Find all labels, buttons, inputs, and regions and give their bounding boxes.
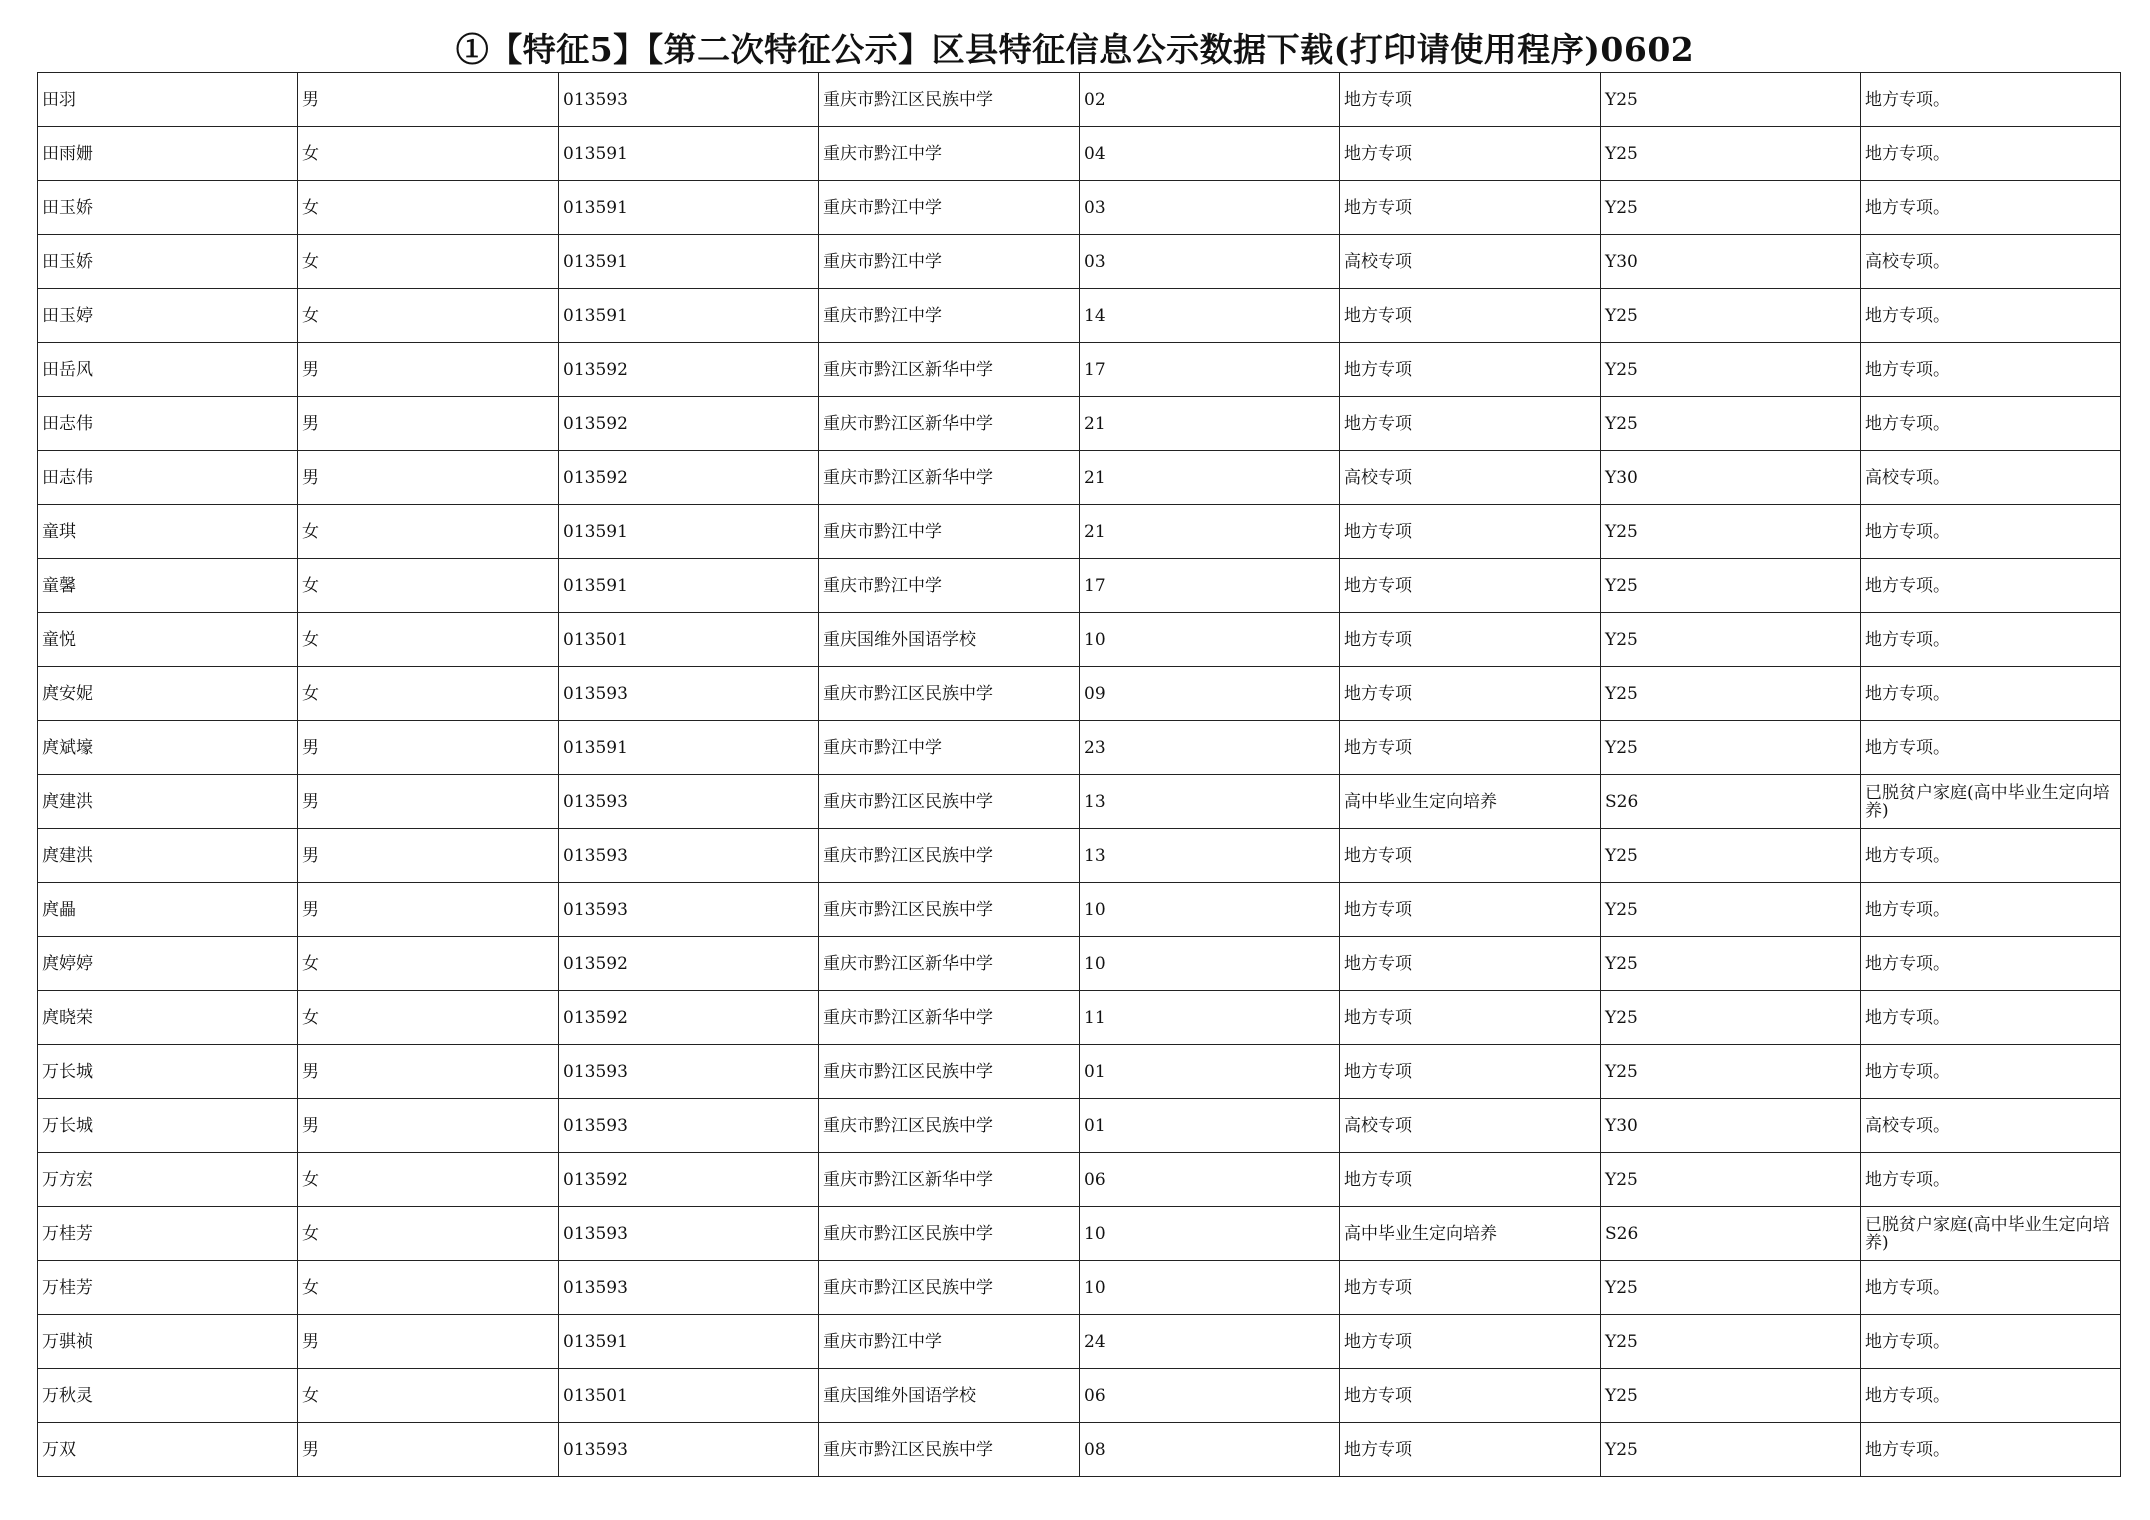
- data-table: [37, 72, 2121, 1477]
- gender-cell: 男: [298, 73, 559, 127]
- remark-cell: 地方专项。: [1861, 73, 2121, 127]
- class-cell: 08: [1080, 1423, 1340, 1477]
- school-name-cell: 重庆市黔江中学: [819, 181, 1080, 235]
- table-row: [38, 1369, 2121, 1423]
- code-cell: Y25: [1601, 181, 1861, 235]
- code-cell: S26: [1601, 775, 1861, 829]
- name-cell: 田玉婷: [38, 289, 298, 343]
- category-cell: 地方专项: [1340, 829, 1601, 883]
- school-name-cell: 重庆市黔江区新华中学: [819, 451, 1080, 505]
- category-cell: 地方专项: [1340, 289, 1601, 343]
- remark-cell: 地方专项。: [1861, 1153, 2121, 1207]
- class-cell: 11: [1080, 991, 1340, 1045]
- category-cell: 地方专项: [1340, 1261, 1601, 1315]
- school-code-cell: 013593: [559, 829, 819, 883]
- school-code-cell: 013501: [559, 1369, 819, 1423]
- code-cell: Y25: [1601, 829, 1861, 883]
- school-code-cell: 013593: [559, 1207, 819, 1261]
- code-cell: Y25: [1601, 559, 1861, 613]
- remark-cell: 高校专项。: [1861, 235, 2121, 289]
- school-name-cell: 重庆市黔江中学: [819, 289, 1080, 343]
- name-cell: 田志伟: [38, 397, 298, 451]
- name-cell: 田岳风: [38, 343, 298, 397]
- gender-cell: 女: [298, 127, 559, 181]
- gender-cell: 女: [298, 937, 559, 991]
- class-cell: 14: [1080, 289, 1340, 343]
- school-code-cell: 013501: [559, 613, 819, 667]
- table-row: [38, 127, 2121, 181]
- school-name-cell: 重庆市黔江区新华中学: [819, 991, 1080, 1045]
- remark-cell: 地方专项。: [1861, 505, 2121, 559]
- gender-cell: 男: [298, 775, 559, 829]
- table-row: [38, 289, 2121, 343]
- category-cell: 地方专项: [1340, 559, 1601, 613]
- class-cell: 21: [1080, 397, 1340, 451]
- gender-cell: 女: [298, 289, 559, 343]
- table-row: [38, 181, 2121, 235]
- code-cell: Y25: [1601, 883, 1861, 937]
- category-cell: 地方专项: [1340, 1315, 1601, 1369]
- school-code-cell: 013591: [559, 1315, 819, 1369]
- name-cell: 万方宏: [38, 1153, 298, 1207]
- gender-cell: 男: [298, 397, 559, 451]
- remark-cell: 地方专项。: [1861, 1369, 2121, 1423]
- gender-cell: 男: [298, 1045, 559, 1099]
- class-cell: 10: [1080, 613, 1340, 667]
- table-row: [38, 451, 2121, 505]
- code-cell: Y25: [1601, 1369, 1861, 1423]
- school-name-cell: 重庆国维外国语学校: [819, 1369, 1080, 1423]
- school-code-cell: 013592: [559, 397, 819, 451]
- remark-cell: 地方专项。: [1861, 397, 2121, 451]
- name-cell: 万长城: [38, 1045, 298, 1099]
- remark-cell: 地方专项。: [1861, 613, 2121, 667]
- school-code-cell: 013593: [559, 1045, 819, 1099]
- school-code-cell: 013592: [559, 451, 819, 505]
- gender-cell: 女: [298, 613, 559, 667]
- class-cell: 24: [1080, 1315, 1340, 1369]
- name-cell: 田志伟: [38, 451, 298, 505]
- school-name-cell: 重庆市黔江区新华中学: [819, 1153, 1080, 1207]
- code-cell: Y25: [1601, 1315, 1861, 1369]
- code-cell: Y30: [1601, 451, 1861, 505]
- table-row: [38, 883, 2121, 937]
- school-code-cell: 013593: [559, 667, 819, 721]
- gender-cell: 女: [298, 1369, 559, 1423]
- class-cell: 13: [1080, 829, 1340, 883]
- remark-cell: 已脱贫户家庭(高中毕业生定向培养): [1861, 1207, 2121, 1261]
- school-code-cell: 013591: [559, 559, 819, 613]
- school-name-cell: 重庆市黔江中学: [819, 1315, 1080, 1369]
- class-cell: 01: [1080, 1099, 1340, 1153]
- table-row: [38, 721, 2121, 775]
- school-code-cell: 013593: [559, 1423, 819, 1477]
- category-cell: 地方专项: [1340, 1423, 1601, 1477]
- gender-cell: 女: [298, 1153, 559, 1207]
- remark-cell: 地方专项。: [1861, 559, 2121, 613]
- remark-cell: 地方专项。: [1861, 127, 2121, 181]
- class-cell: 03: [1080, 181, 1340, 235]
- class-cell: 10: [1080, 937, 1340, 991]
- category-cell: 地方专项: [1340, 991, 1601, 1045]
- category-cell: 地方专项: [1340, 181, 1601, 235]
- remark-cell: 已脱贫户家庭(高中毕业生定向培养): [1861, 775, 2121, 829]
- table-row: [38, 1315, 2121, 1369]
- remark-cell: 地方专项。: [1861, 829, 2121, 883]
- remark-cell: 地方专项。: [1861, 289, 2121, 343]
- gender-cell: 男: [298, 1315, 559, 1369]
- gender-cell: 男: [298, 721, 559, 775]
- code-cell: Y25: [1601, 397, 1861, 451]
- class-cell: 17: [1080, 559, 1340, 613]
- school-name-cell: 重庆市黔江区民族中学: [819, 775, 1080, 829]
- remark-cell: 地方专项。: [1861, 181, 2121, 235]
- class-cell: 21: [1080, 505, 1340, 559]
- gender-cell: 女: [298, 1207, 559, 1261]
- category-cell: 地方专项: [1340, 1153, 1601, 1207]
- class-cell: 17: [1080, 343, 1340, 397]
- category-cell: 高校专项: [1340, 1099, 1601, 1153]
- table-row: [38, 1099, 2121, 1153]
- school-name-cell: 重庆市黔江中学: [819, 721, 1080, 775]
- school-code-cell: 013591: [559, 181, 819, 235]
- remark-cell: 地方专项。: [1861, 721, 2121, 775]
- table-row: [38, 667, 2121, 721]
- table-row: [38, 991, 2121, 1045]
- school-code-cell: 013592: [559, 991, 819, 1045]
- category-cell: 地方专项: [1340, 721, 1601, 775]
- class-cell: 10: [1080, 1207, 1340, 1261]
- remark-cell: 地方专项。: [1861, 1045, 2121, 1099]
- code-cell: S26: [1601, 1207, 1861, 1261]
- table-row: [38, 73, 2121, 127]
- gender-cell: 男: [298, 1099, 559, 1153]
- school-name-cell: 重庆市黔江区民族中学: [819, 883, 1080, 937]
- class-cell: 03: [1080, 235, 1340, 289]
- school-code-cell: 013591: [559, 235, 819, 289]
- category-cell: 地方专项: [1340, 883, 1601, 937]
- code-cell: Y25: [1601, 343, 1861, 397]
- remark-cell: 地方专项。: [1861, 1423, 2121, 1477]
- table-row: [38, 1207, 2121, 1261]
- gender-cell: 女: [298, 667, 559, 721]
- table-row: [38, 1045, 2121, 1099]
- remark-cell: 高校专项。: [1861, 1099, 2121, 1153]
- class-cell: 04: [1080, 127, 1340, 181]
- table-row: [38, 559, 2121, 613]
- category-cell: 地方专项: [1340, 1045, 1601, 1099]
- school-name-cell: 重庆市黔江区民族中学: [819, 667, 1080, 721]
- gender-cell: 女: [298, 505, 559, 559]
- school-name-cell: 重庆市黔江区民族中学: [819, 73, 1080, 127]
- gender-cell: 男: [298, 451, 559, 505]
- gender-cell: 女: [298, 235, 559, 289]
- remark-cell: 地方专项。: [1861, 883, 2121, 937]
- school-name-cell: 重庆市黔江区新华中学: [819, 397, 1080, 451]
- remark-cell: 地方专项。: [1861, 1261, 2121, 1315]
- school-name-cell: 重庆市黔江区民族中学: [819, 1099, 1080, 1153]
- school-name-cell: 重庆市黔江区新华中学: [819, 343, 1080, 397]
- category-cell: 地方专项: [1340, 73, 1601, 127]
- class-cell: 10: [1080, 1261, 1340, 1315]
- school-code-cell: 013592: [559, 343, 819, 397]
- gender-cell: 男: [298, 883, 559, 937]
- category-cell: 高校专项: [1340, 451, 1601, 505]
- class-cell: 09: [1080, 667, 1340, 721]
- school-code-cell: 013593: [559, 1261, 819, 1315]
- code-cell: Y25: [1601, 613, 1861, 667]
- code-cell: Y25: [1601, 991, 1861, 1045]
- code-cell: Y25: [1601, 937, 1861, 991]
- category-cell: 地方专项: [1340, 343, 1601, 397]
- name-cell: 庹建洪: [38, 775, 298, 829]
- gender-cell: 女: [298, 991, 559, 1045]
- table-row: [38, 505, 2121, 559]
- school-name-cell: 重庆市黔江区民族中学: [819, 829, 1080, 883]
- school-name-cell: 重庆市黔江中学: [819, 505, 1080, 559]
- remark-cell: 地方专项。: [1861, 667, 2121, 721]
- table-row: [38, 775, 2121, 829]
- class-cell: 01: [1080, 1045, 1340, 1099]
- name-cell: 万桂芳: [38, 1261, 298, 1315]
- table-row: [38, 613, 2121, 667]
- gender-cell: 男: [298, 1423, 559, 1477]
- name-cell: 万秋灵: [38, 1369, 298, 1423]
- school-code-cell: 013593: [559, 775, 819, 829]
- page-title: ①【特征5】【第二次特征公示】区县特征信息公示数据下载(打印请使用程序)0602: [455, 30, 1695, 69]
- name-cell: 童悦: [38, 613, 298, 667]
- class-cell: 06: [1080, 1369, 1340, 1423]
- category-cell: 高中毕业生定向培养: [1340, 1207, 1601, 1261]
- name-cell: 庹安妮: [38, 667, 298, 721]
- gender-cell: 男: [298, 343, 559, 397]
- class-cell: 06: [1080, 1153, 1340, 1207]
- category-cell: 高校专项: [1340, 235, 1601, 289]
- name-cell: 庹建洪: [38, 829, 298, 883]
- category-cell: 地方专项: [1340, 613, 1601, 667]
- code-cell: Y25: [1601, 1153, 1861, 1207]
- code-cell: Y25: [1601, 1423, 1861, 1477]
- school-name-cell: 重庆市黔江区民族中学: [819, 1261, 1080, 1315]
- name-cell: 万桂芳: [38, 1207, 298, 1261]
- school-code-cell: 013591: [559, 127, 819, 181]
- table-body: [38, 73, 2121, 1477]
- table-row: [38, 397, 2121, 451]
- class-cell: 23: [1080, 721, 1340, 775]
- name-cell: 万骐祯: [38, 1315, 298, 1369]
- name-cell: 万长城: [38, 1099, 298, 1153]
- school-name-cell: 重庆市黔江区民族中学: [819, 1045, 1080, 1099]
- school-code-cell: 013591: [559, 289, 819, 343]
- school-name-cell: 重庆市黔江区新华中学: [819, 937, 1080, 991]
- table-row: [38, 1153, 2121, 1207]
- code-cell: Y25: [1601, 73, 1861, 127]
- school-name-cell: 重庆市黔江区民族中学: [819, 1207, 1080, 1261]
- remark-cell: 地方专项。: [1861, 991, 2121, 1045]
- gender-cell: 男: [298, 829, 559, 883]
- code-cell: Y25: [1601, 667, 1861, 721]
- school-code-cell: 013593: [559, 73, 819, 127]
- gender-cell: 女: [298, 559, 559, 613]
- school-name-cell: 重庆国维外国语学校: [819, 613, 1080, 667]
- school-code-cell: 013591: [559, 505, 819, 559]
- category-cell: 地方专项: [1340, 127, 1601, 181]
- category-cell: 地方专项: [1340, 937, 1601, 991]
- school-name-cell: 重庆市黔江中学: [819, 235, 1080, 289]
- remark-cell: 地方专项。: [1861, 937, 2121, 991]
- name-cell: 庹畾: [38, 883, 298, 937]
- school-code-cell: 013591: [559, 721, 819, 775]
- table-row: [38, 937, 2121, 991]
- school-code-cell: 013592: [559, 1153, 819, 1207]
- code-cell: Y25: [1601, 127, 1861, 181]
- name-cell: 田羽: [38, 73, 298, 127]
- code-cell: Y25: [1601, 505, 1861, 559]
- category-cell: 高中毕业生定向培养: [1340, 775, 1601, 829]
- class-cell: 02: [1080, 73, 1340, 127]
- school-name-cell: 重庆市黔江中学: [819, 559, 1080, 613]
- name-cell: 万双: [38, 1423, 298, 1477]
- category-cell: 地方专项: [1340, 505, 1601, 559]
- school-code-cell: 013593: [559, 883, 819, 937]
- table-row: [38, 1261, 2121, 1315]
- school-name-cell: 重庆市黔江区民族中学: [819, 1423, 1080, 1477]
- remark-cell: 地方专项。: [1861, 1315, 2121, 1369]
- code-cell: Y30: [1601, 1099, 1861, 1153]
- school-code-cell: 013592: [559, 937, 819, 991]
- table-row: [38, 829, 2121, 883]
- remark-cell: 地方专项。: [1861, 343, 2121, 397]
- class-cell: 10: [1080, 883, 1340, 937]
- code-cell: Y25: [1601, 1045, 1861, 1099]
- table-row: [38, 343, 2121, 397]
- school-name-cell: 重庆市黔江中学: [819, 127, 1080, 181]
- name-cell: 庹婷婷: [38, 937, 298, 991]
- table-row: [38, 1423, 2121, 1477]
- school-code-cell: 013593: [559, 1099, 819, 1153]
- name-cell: 庹斌壕: [38, 721, 298, 775]
- class-cell: 13: [1080, 775, 1340, 829]
- code-cell: Y25: [1601, 289, 1861, 343]
- name-cell: 童琪: [38, 505, 298, 559]
- category-cell: 地方专项: [1340, 667, 1601, 721]
- class-cell: 21: [1080, 451, 1340, 505]
- gender-cell: 女: [298, 1261, 559, 1315]
- code-cell: Y25: [1601, 1261, 1861, 1315]
- name-cell: 童馨: [38, 559, 298, 613]
- category-cell: 地方专项: [1340, 397, 1601, 451]
- name-cell: 田玉娇: [38, 235, 298, 289]
- name-cell: 庹晓荣: [38, 991, 298, 1045]
- code-cell: Y30: [1601, 235, 1861, 289]
- name-cell: 田雨姗: [38, 127, 298, 181]
- table-row: [38, 235, 2121, 289]
- code-cell: Y25: [1601, 721, 1861, 775]
- gender-cell: 女: [298, 181, 559, 235]
- name-cell: 田玉娇: [38, 181, 298, 235]
- category-cell: 地方专项: [1340, 1369, 1601, 1423]
- remark-cell: 高校专项。: [1861, 451, 2121, 505]
